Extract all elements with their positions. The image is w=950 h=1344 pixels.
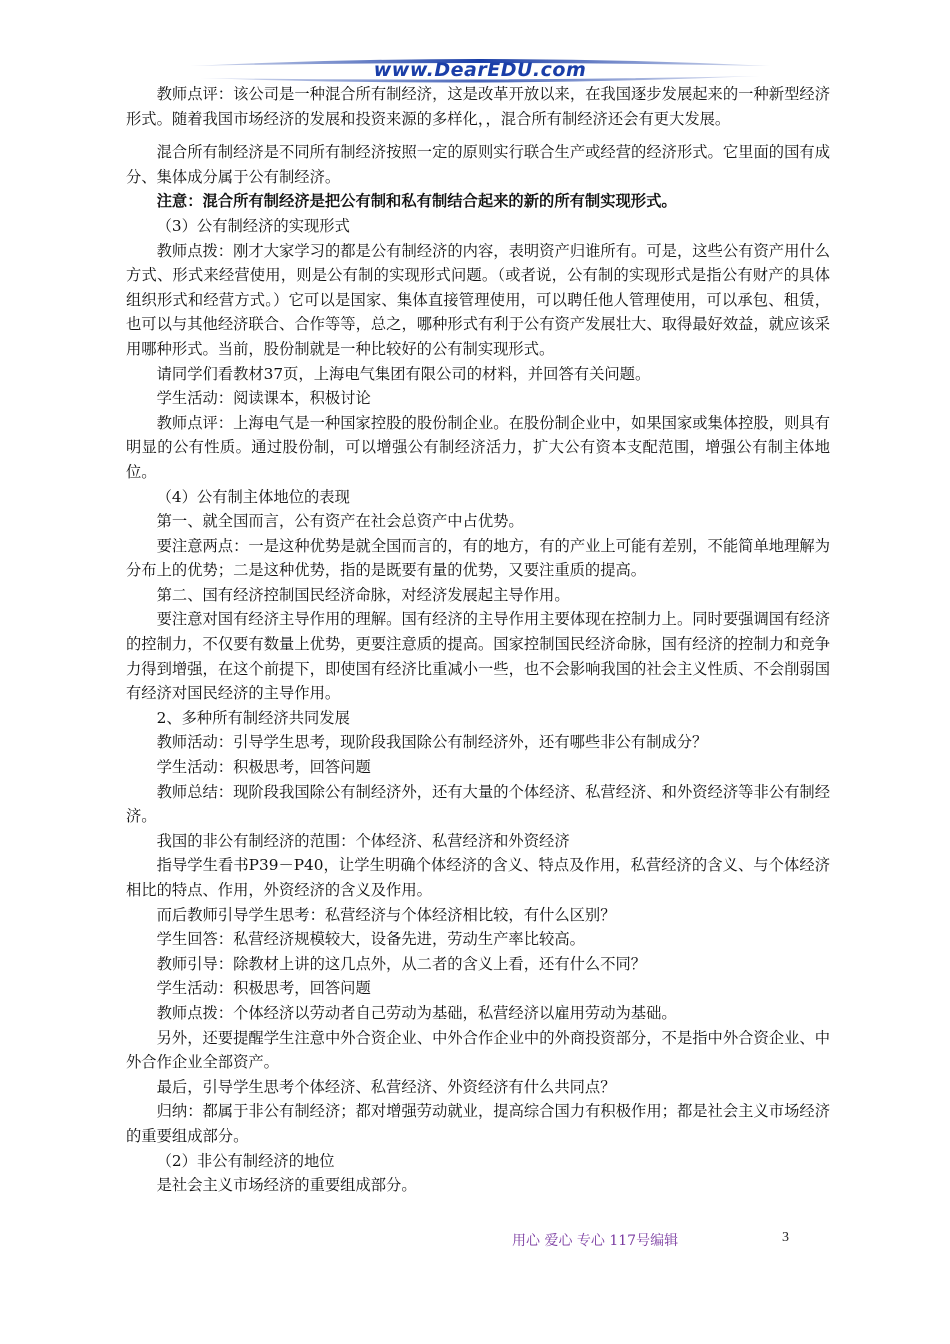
- paragraph: 教师点评：该公司是一种混合所有制经济，这是改革开放以来，在我国逐步发展起来的一种新型经济形式。随着我国市场经济的发展和投资来源的多样化，，混合所有制经济还会有更大发展。: [126, 85, 830, 128]
- paragraph: 要注意对国有经济主导作用的理解。国有经济的主导作用主要体现在控制力上。同时要强调国有经济的控制力，不仅要有数量上优势，更要注意质的提高。国家控制国民经济命脉，国有经济的控制力和竞争力得到增强，在这个前提下，即使国有经济比重减小一些，也不会影响我国的社会主义性质、不会削弱国有经济对国民经济的主导作用。: [126, 610, 830, 703]
- paragraph: 2、多种所有制经济共同发展: [156, 708, 350, 727]
- page-number: 3: [782, 1230, 789, 1245]
- paragraph: 归纳：都属于非公有制经济；都对增强劳动就业，提高综合国力有积极作用；都是社会主义市场经济的重要组成部分。: [126, 1102, 830, 1145]
- paragraph: 学生活动：阅读课本，积极讨论: [156, 389, 371, 408]
- paragraph: 学生活动：积极思考，回答问题: [156, 979, 371, 998]
- paragraph: （3）公有制经济的实现形式: [156, 216, 350, 235]
- page-footer: [0, 1230, 950, 1254]
- paragraph: （4）公有制主体地位的表现: [156, 487, 350, 506]
- paragraph: 教师点评：上海电气是一种国家控股的股份制企业。在股份制企业中，如果国家或集体控股，则具有明显的公有性质。通过股份制，可以增强公有制经济活力，扩大公有资本支配范围，增强公有制主体地位。: [126, 413, 830, 481]
- paragraph: 学生回答：私营经济规模较大，设备先进，劳动生产率比较高。: [156, 930, 585, 949]
- paragraph: 第二、国有经济控制国民经济命脉，对经济发展起主导作用。: [156, 585, 570, 604]
- paragraph: 指导学生看书P39－P40，让学生明确个体经济的含义、特点及作用，私营经济的含义、与个体经济相比的特点、作用，外资经济的含义及作用。: [126, 856, 830, 899]
- paragraph: 是社会主义市场经济的重要组成部分。: [156, 1176, 417, 1195]
- paragraph: 最后，引导学生思考个体经济、私营经济、外资经济有什么共同点？: [156, 1077, 616, 1096]
- document-body: [126, 82, 830, 1198]
- paragraph: 而后教师引导学生思考：私营经济与个体经济相比较，有什么区别？: [156, 905, 616, 924]
- paragraph: 请同学们看教材37页，上海电气集团有限公司的材料，并回答有关问题。: [156, 364, 651, 383]
- paragraph: 混合所有制经济是不同所有制经济按照一定的原则实行联合生产或经营的经济形式。它里面的国有成分、集体成分属于公有制经济。: [126, 143, 830, 186]
- paragraph: 要注意两点：一是这种优势是就全国而言的，有的地方，有的产业上可能有差别，不能简单地理解为分布上的优势；二是这种优势，指的是既要有量的优势，又要注重质的提高。: [126, 536, 830, 580]
- paragraph: 我国的非公有制经济的范围：个体经济、私营经济和外资经济: [156, 831, 570, 850]
- paragraph: 另外，还要提醒学生注意中外合资企业、中外合作企业中的外商投资部分，不是指中外合资企业、中外合作企业全部资产。: [126, 1028, 830, 1072]
- paragraph: 第一、就全国而言，公有资产在社会总资产中占优势。: [156, 512, 524, 531]
- paragraph: 教师点拨：个体经济以劳动者自己劳动为基础，私营经济以雇用劳动为基础。: [156, 1003, 677, 1022]
- paragraph: 注意：混合所有制经济是把公有制和私有制结合起来的新的所有制实现形式。: [156, 192, 677, 211]
- paragraph: 教师总结：现阶段我国除公有制经济外，还有大量的个体经济、私营经济、和外资经济等非公有制经济。: [126, 782, 830, 826]
- paragraph: 教师活动：引导学生思考，现阶段我国除公有制经济外，还有哪些非公有制成分？: [156, 733, 708, 752]
- paragraph: （2）非公有制经济的地位: [156, 1151, 335, 1170]
- site-name[interactable]: www.DearEDU.com: [373, 59, 587, 81]
- paragraph: 教师引导：除教材上讲的这几点外，从二者的含义上看，还有什么不同？: [156, 954, 647, 973]
- paragraph: 学生活动：积极思考，回答问题: [156, 758, 371, 777]
- footer-slogan: 用心 爱心 专心 117号编辑: [512, 1233, 679, 1249]
- paragraph: 教师点拨：刚才大家学习的都是公有制经济的内容，表明资产归谁所有。可是，这些公有资产用什么方式、形式来经营使用，则是公有制的实现形式问题。（或者说，公有制的实现形式是指公有财产的具体组织形式和经营方式。）它可以是国家、集体直接管理使用，可以聘任他人管理使用，可以承包、租赁，也可以与其他经济联合、合作等等，总之，哪种形式有利于公有资产发展壮大、取得最好效益，就应该采用哪种形式。当前，股份制就是一种比较好的公有制实现形式。: [126, 241, 830, 358]
